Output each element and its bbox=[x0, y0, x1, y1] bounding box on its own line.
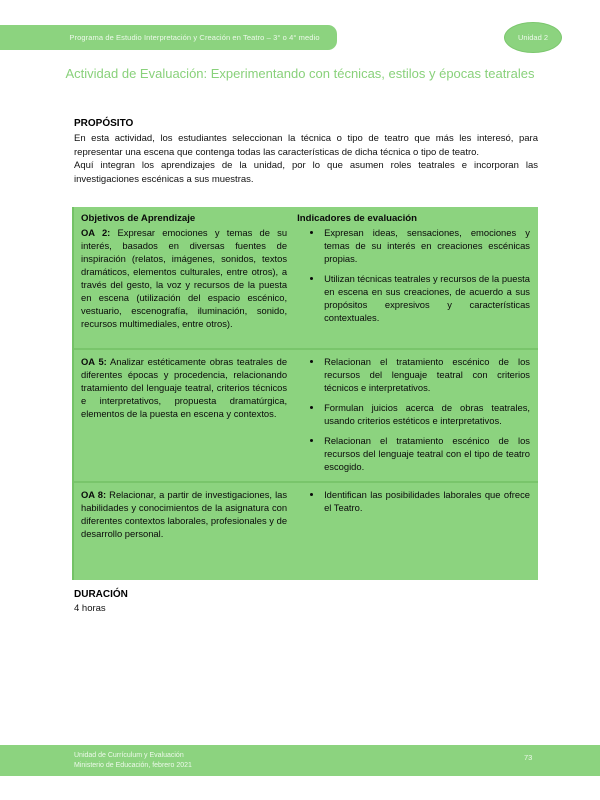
oa-text bbox=[81, 355, 287, 420]
oa-label: OA 8: bbox=[81, 489, 107, 500]
table-row bbox=[74, 207, 538, 348]
indicator-item: • Utilizan técnicas teatrales y recursos de la puesta en escena en sus creaciones, de acuerdo a sus propósitos expresivos y características contextuales. bbox=[323, 272, 530, 324]
unit-badge-label: Unidad 2 bbox=[517, 33, 549, 42]
indicators-column-header: Indicadores de evaluación bbox=[297, 213, 418, 224]
duracion-heading: DURACIÓN bbox=[74, 589, 128, 600]
duracion-value: 4 horas bbox=[74, 603, 106, 614]
indicator-item: • Formulan juicios acerca de obras teatrales, usando criterios estéticos e interpretativos. bbox=[323, 401, 530, 427]
indicator-item: • Identifican las posibilidades laborales que ofrece el Teatro. bbox=[323, 488, 530, 514]
oa-text bbox=[81, 226, 287, 330]
indicators-list bbox=[297, 488, 530, 514]
indicators-cell bbox=[297, 207, 538, 348]
proposito-heading: PROPÓSITO bbox=[74, 118, 134, 129]
program-header-bar bbox=[0, 25, 337, 50]
oa-text bbox=[81, 488, 287, 540]
indicators-cell bbox=[297, 350, 538, 481]
footer-credits bbox=[74, 751, 192, 770]
footer-bar bbox=[0, 745, 600, 776]
proposito-paragraph: En esta actividad, los estudiantes seleccionan la técnica o tipo de teatro que más les interesó, para representar una escena que contenga todas las características de dicha técnica o tipo de teatro. bbox=[74, 133, 538, 158]
indicators-list bbox=[297, 226, 530, 324]
oa-description: Expresar emociones y temas de su interés, basados en diversas fuentes de inspiración (relatos, imágenes, sonidos, textos dramáticos, elementos culturales, entre otros), a través del gesto, la voz y recursos de la puesta en escena (utilización del espacio escénico, vestuario, escenografía, iluminación, sonido, recursos multimediales, entre otros). bbox=[81, 227, 288, 329]
objectives-indicators-table bbox=[72, 207, 538, 580]
proposito-paragraph: Aquí integran los aprendizajes de la unidad, por lo que asumen roles teatrales e incorporan las investigaciones escénicas a sus muestras. bbox=[74, 160, 538, 185]
objectives-column-header: Objetivos de Aprendizaje bbox=[81, 213, 196, 224]
table-row bbox=[74, 348, 538, 481]
proposito-section bbox=[74, 118, 538, 186]
footer-line2: Ministerio de Educación, febrero 2021 bbox=[74, 761, 192, 769]
indicator-item: • Expresan ideas, sensaciones, emociones y temas de su interés en creaciones escénicas propias. bbox=[323, 226, 530, 265]
oa-label: OA 2: bbox=[81, 227, 111, 238]
program-header-label: Programa de Estudio Interpretación y Creación en Teatro – 3° o 4° medio bbox=[69, 33, 320, 42]
page-title: Actividad de Evaluación: Experimentando con técnicas, estilos y épocas teatrales bbox=[65, 66, 535, 81]
oa-label: OA 5: bbox=[81, 356, 107, 367]
duracion-section bbox=[74, 589, 128, 614]
table-row bbox=[74, 481, 538, 580]
indicators-cell bbox=[297, 483, 538, 580]
footer-line1: Unidad de Currículum y Evaluación bbox=[74, 752, 184, 759]
indicator-item: • Relacionan el tratamiento escénico de los recursos del lenguaje teatral con criterios técnicos e interpretativos. bbox=[323, 355, 530, 394]
objectives-cell bbox=[74, 350, 297, 481]
oa-description: Analizar estéticamente obras teatrales de diferentes épocas y procedencia, relacionando tratamiento del lenguaje teatral, criterios técnicos e interpretativos, propuesta dramatúrgica, elementos de la puesta en escena y contextos. bbox=[81, 356, 288, 419]
indicator-item: • Relacionan el tratamiento escénico de los recursos del lenguaje teatral con el tipo de teatro escogido. bbox=[323, 434, 530, 473]
oa-description: Relacionar, a partir de investigaciones, las habilidades y conocimientos de la asignatura con diferentes contextos laborales, profesionales y de desarrollo personal. bbox=[81, 489, 288, 539]
indicators-list bbox=[297, 355, 530, 473]
page-number: 73 bbox=[524, 753, 533, 762]
unit-badge bbox=[504, 22, 562, 53]
objectives-cell bbox=[74, 207, 297, 348]
objectives-cell bbox=[74, 483, 297, 580]
